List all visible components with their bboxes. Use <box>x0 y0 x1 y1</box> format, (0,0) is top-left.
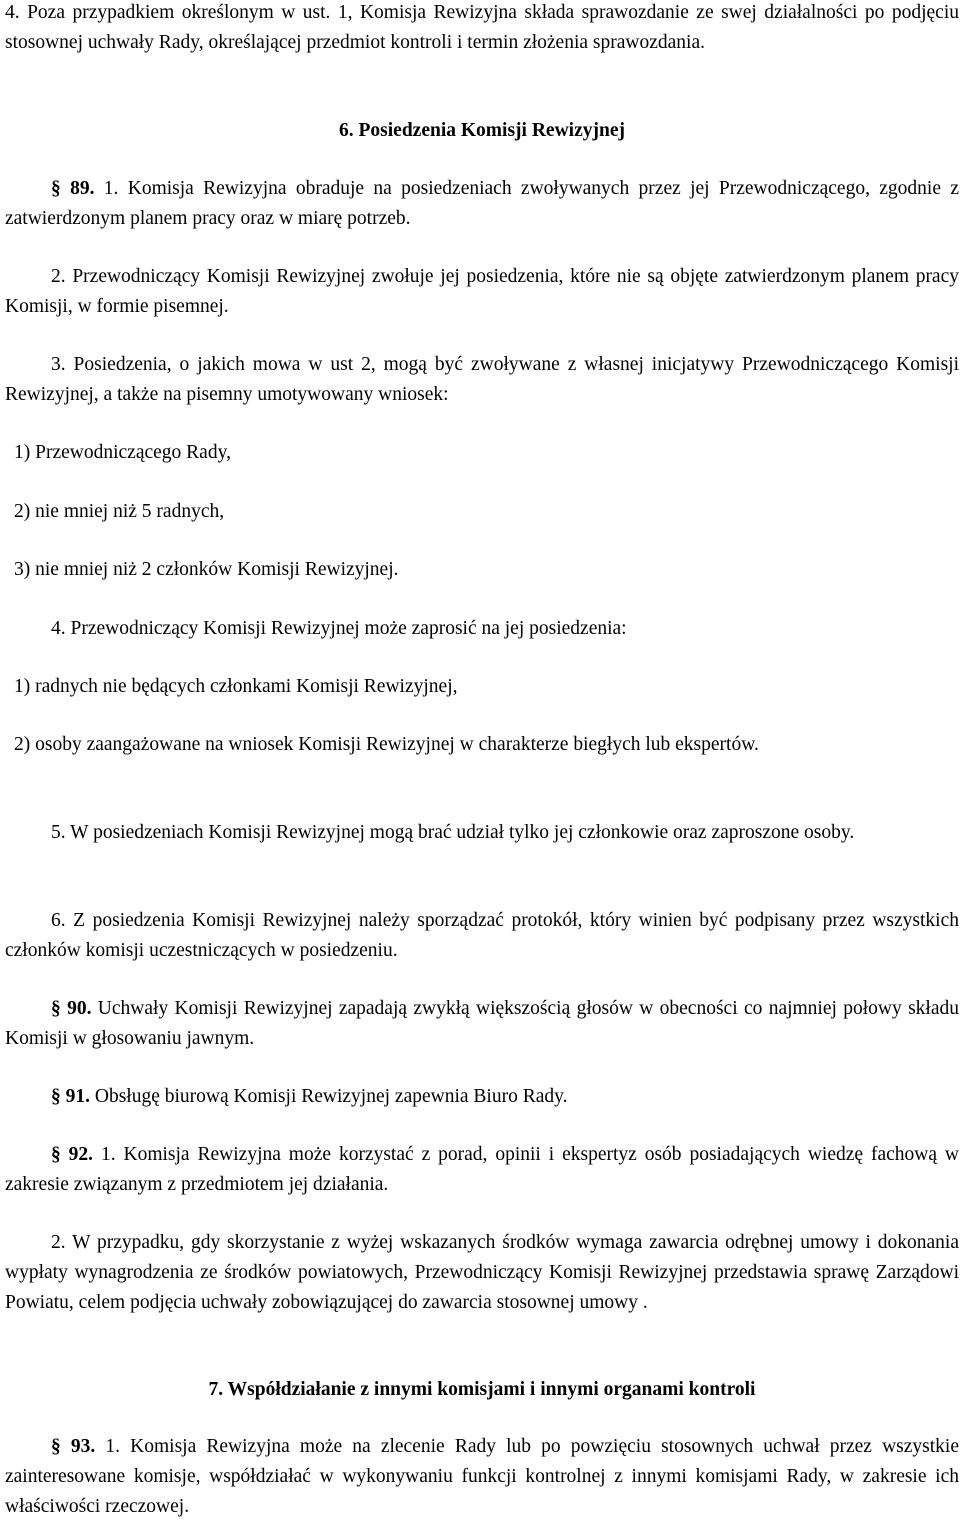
list-item: 3) nie mniej niż 2 członków Komisji Rewizyjnej. <box>14 559 399 580</box>
section-heading-6: 6. Posiedzenia Komisji Rewizyjnej <box>339 120 625 141</box>
paragraph-89-5: 5. W posiedzeniach Komisji Rewizyjnej mogą brać udział tylko jej członkowie oraz zaproszone osoby. <box>51 822 855 843</box>
section-number: § 91. <box>51 1086 90 1107</box>
paragraph-89-3: 3. Posiedzenia, o jakich mowa w ust 2, mogą być zwoływane z własnej inicjatywy Przewodniczącego Komisji Rewizyjnej, a także na pisemny umotywowany wniosek: <box>5 354 959 405</box>
paragraph-89-6: 6. Z posiedzenia Komisji Rewizyjnej należy sporządzać protokół, który winien być podpisany przez wszystkich członków komisji uczestniczących w posiedzeniu. <box>5 910 959 961</box>
paragraph-89-4: 4. Przewodniczący Komisji Rewizyjnej może zaprosić na jej posiedzenia: <box>51 618 627 639</box>
paragraph-ust-4: 4. Poza przypadkiem określonym w ust. 1, Komisja Rewizyjna składa sprawozdanie ze swej działalności po podjęciu stosownej uchwały Rady, określającej przedmiot kontroli i termin złożenia sprawozdania. <box>5 2 959 53</box>
section-number: § 90. <box>51 998 92 1019</box>
paragraph-89-1: § 89. 1. Komisja Rewizyjna obraduje na posiedzeniach zwoływanych przez jej Przewodniczącego, zgodnie z zatwierdzonym planem pracy oraz w miarę potrzeb. <box>5 178 959 229</box>
list-item: 1) Przewodniczącego Rady, <box>14 442 231 463</box>
list-item: 1) radnych nie będących członkami Komisji Rewizyjnej, <box>14 676 458 697</box>
paragraph-93-1: § 93. 1. Komisja Rewizyjna może na zlecenie Rady lub po powzięciu stosownych uchwał przez wszystkie zainteresowane komisje, współdziałać w wykonywaniu funkcji kontrolnej z innymi komisjami Rady, w zakresie ich właściwości rzeczowej. <box>5 1436 959 1517</box>
paragraph-89-2: 2. Przewodniczący Komisji Rewizyjnej zwołuje jej posiedzenia, które nie są objęte zatwierdzonym planem pracy Komisji, w formie pisemnej. <box>5 266 959 317</box>
paragraph-92-2: 2. W przypadku, gdy skorzystanie z wyżej wskazanych środków wymaga zawarcia odrębnej umowy i dokonania wypłaty wynagrodzenia ze środków powiatowych, Przewodniczący Komisji Rewizyjnej przedstawia sprawę Zarządowi Powiatu, celem podjęcia uchwały zobowiązującej do zawarcia stosownej umowy . <box>5 1232 959 1313</box>
list-item: 2) nie mniej niż 5 radnych, <box>14 501 225 522</box>
section-number: § 93. <box>51 1436 96 1457</box>
section-number: § 92. <box>51 1144 94 1165</box>
section-number: § 89. <box>51 178 95 199</box>
section-heading-7: 7. Współdziałanie z innymi komisjami i innymi organami kontroli <box>208 1379 756 1400</box>
paragraph-91: § 91. Obsługę biurową Komisji Rewizyjnej zapewnia Biuro Rady. <box>51 1086 568 1107</box>
paragraph-90: § 90. Uchwały Komisji Rewizyjnej zapadają zwykłą większością głosów w obecności co najmniej połowy składu Komisji w głosowaniu jawnym. <box>5 998 960 1049</box>
list-item: 2) osoby zaangażowane na wniosek Komisji Rewizyjnej w charakterze biegłych lub ekspertów. <box>14 734 759 755</box>
paragraph-92-1: § 92. 1. Komisja Rewizyjna może korzystać z porad, opinii i ekspertyz osób posiadających wiedzę fachową w zakresie związanym z przedmiotem jej działania. <box>5 1144 959 1195</box>
